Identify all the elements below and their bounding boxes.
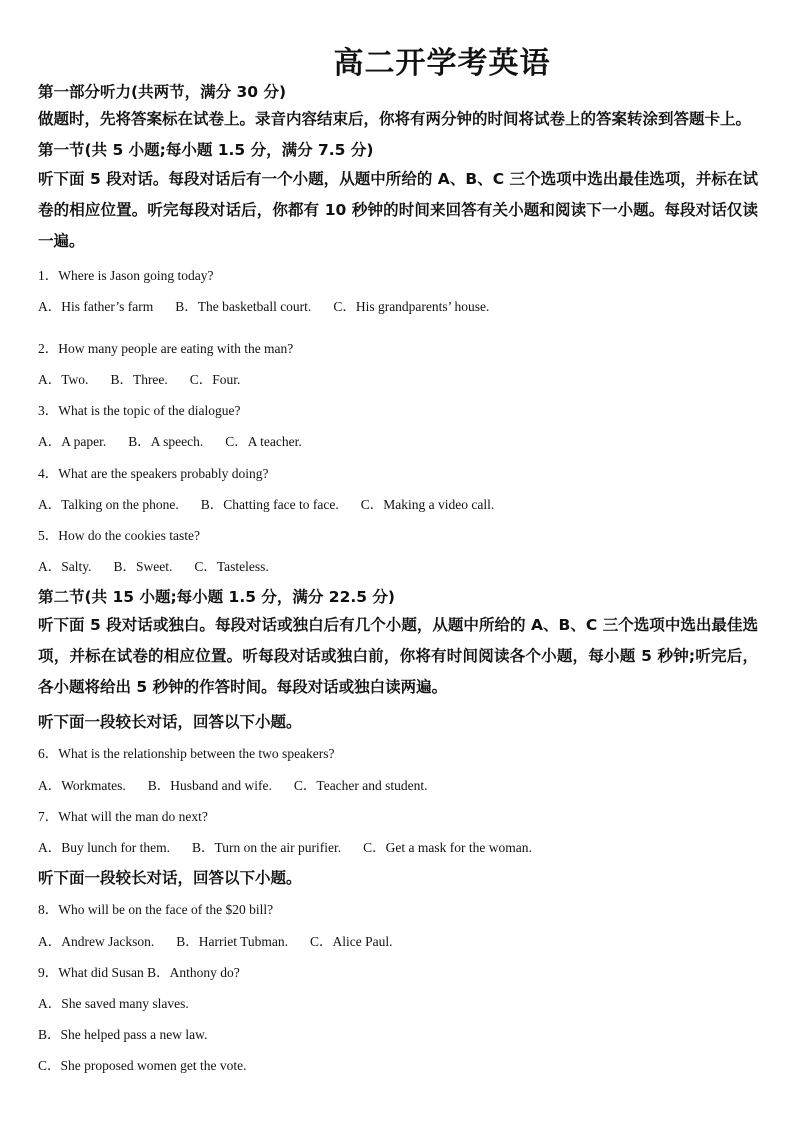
- option-a[interactable]: A．Salty.: [38, 559, 92, 574]
- question-7: 7．What will the man do next?: [38, 809, 208, 824]
- option-b[interactable]: B．Three.: [110, 372, 168, 387]
- section1-instruction: 听下面 5 段对话。每段对话后有一个小题，从题中所给的 A、B、C 三个选项中选出最佳选项，并标在试卷的相应位置。听完每段对话后，你都有 10 秒钟的时间来回答有关小题和阅读下一小题。每段对话仅读一遍。: [38, 170, 758, 250]
- question-5-options: [38, 555, 269, 575]
- question-2: 2．How many people are eating with the man?: [38, 341, 294, 356]
- question-8-options: [38, 930, 393, 950]
- section1-heading: 第一节(共 5 小题;每小题 1.5 分，满分 7.5 分): [38, 141, 374, 159]
- option-a[interactable]: A．Andrew Jackson.: [38, 934, 155, 949]
- question-4-options: [38, 493, 494, 513]
- option-b[interactable]: B．She helped pass a new law.: [38, 1027, 208, 1042]
- question-2-options: [38, 368, 240, 388]
- option-c[interactable]: C．Alice Paul.: [310, 934, 393, 949]
- option-c[interactable]: C．Making a video call.: [360, 497, 495, 512]
- option-b[interactable]: B．Chatting face to face.: [200, 497, 339, 512]
- option-a[interactable]: A．Buy lunch for them.: [38, 840, 170, 855]
- question-6: 6．What is the relationship between the two speakers?: [38, 746, 335, 761]
- option-c[interactable]: C．Tasteless.: [194, 559, 269, 574]
- option-a[interactable]: A．Workmates.: [38, 778, 126, 793]
- option-b[interactable]: B．Harriet Tubman.: [176, 934, 288, 949]
- option-a[interactable]: A．A paper.: [38, 434, 107, 449]
- question-1: 1．Where is Jason going today?: [38, 268, 214, 283]
- question-7-options: [38, 836, 532, 856]
- option-b[interactable]: B．The basketball court.: [175, 299, 312, 314]
- option-b[interactable]: B．Husband and wife.: [147, 778, 272, 793]
- option-c[interactable]: C．She proposed women get the vote.: [38, 1058, 247, 1073]
- option-a[interactable]: A．His father’s farm: [38, 299, 154, 314]
- option-c[interactable]: C．Get a mask for the woman.: [363, 840, 532, 855]
- question-5: 5．How do the cookies taste?: [38, 528, 200, 543]
- listen-note-2: 听下面一段较长对话，回答以下小题。: [38, 869, 302, 887]
- question-8: 8．Who will be on the face of the $20 bill?: [38, 902, 274, 917]
- section2-instruction: 听下面 5 段对话或独白。每段对话或独白后有几个小题，从题中所给的 A、B、C 三个选项中选出最佳选项，并标在试卷的相应位置。听每段对话或独白前，你将有时间阅读各个小题，每小题 5 秒钟;听完后，各小题将给出 5 秒钟的作答时间。每段对话或独白读两遍。: [38, 616, 758, 696]
- option-c[interactable]: C．A teacher.: [225, 434, 302, 449]
- option-b[interactable]: B．Turn on the air purifier.: [191, 840, 342, 855]
- page-title: 高二开学考英语: [333, 46, 551, 81]
- option-c[interactable]: C．His grandparents’ house.: [333, 299, 490, 314]
- section2-heading: 第二节(共 15 小题;每小题 1.5 分，满分 22.5 分): [38, 588, 396, 606]
- option-c[interactable]: C．Four.: [189, 372, 241, 387]
- question-3: 3．What is the topic of the dialogue?: [38, 403, 241, 418]
- question-6-options: [38, 774, 428, 794]
- option-b[interactable]: B．A speech.: [128, 434, 204, 449]
- question-4: 4．What are the speakers probably doing?: [38, 466, 269, 481]
- option-c[interactable]: C．Teacher and student.: [293, 778, 428, 793]
- question-1-options: [38, 295, 489, 315]
- part1-heading: 第一部分听力(共两节，满分 30 分): [38, 83, 287, 101]
- option-a[interactable]: A．Talking on the phone.: [38, 497, 179, 512]
- part1-instruction: 做题时，先将答案标在试卷上。录音内容结束后，你将有两分钟的时间将试卷上的答案转涂到答题卡上。: [38, 110, 752, 128]
- option-a[interactable]: A．Two.: [38, 372, 89, 387]
- listen-note-1: 听下面一段较长对话，回答以下小题。: [38, 713, 302, 731]
- option-b[interactable]: B．Sweet.: [113, 559, 173, 574]
- question-3-options: [38, 430, 302, 450]
- option-a[interactable]: A．She saved many slaves.: [38, 996, 189, 1011]
- question-9: 9．What did Susan B．Anthony do?: [38, 965, 240, 980]
